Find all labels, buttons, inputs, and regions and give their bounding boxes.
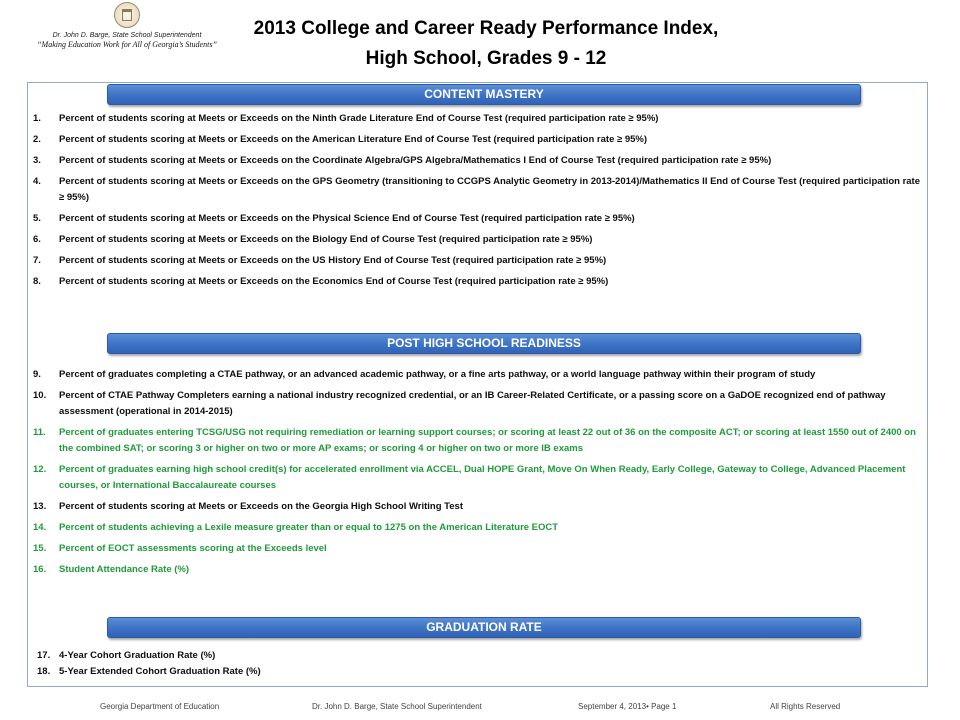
item-number: 7. bbox=[33, 255, 41, 266]
list-item bbox=[37, 648, 927, 664]
graduation-rate-list bbox=[37, 648, 927, 680]
item-text: Percent of students scoring at Meets or Exceeds on the Georgia High School Writing Test bbox=[59, 501, 463, 512]
list-item bbox=[33, 541, 923, 557]
footer-rights: All Rights Reserved bbox=[770, 702, 841, 711]
list-item bbox=[33, 132, 923, 148]
item-text: Percent of students scoring at Meets or Exceeds on the Coordinate Algebra/GPS Algebra/Mathematics I End of Course Test (required participation rate ≥ 95%) bbox=[59, 155, 772, 166]
list-item bbox=[33, 253, 923, 269]
item-text: Percent of graduates completing a CTAE pathway, or an advanced academic pathway, or a fine arts pathway, or a world language pathway within their program of study bbox=[59, 369, 816, 380]
list-item bbox=[33, 153, 923, 169]
item-text: Percent of students scoring at Meets or Exceeds on the US History End of Course Test (required participation rate ≥ 95%) bbox=[59, 255, 607, 266]
item-number: 12. bbox=[33, 464, 47, 475]
list-item bbox=[33, 462, 923, 494]
item-number: 16. bbox=[33, 564, 47, 575]
footer-department: Georgia Department of Education bbox=[100, 702, 220, 711]
item-text: Student Attendance Rate (%) bbox=[59, 564, 190, 575]
item-text: Percent of graduates earning high school credit(s) for accelerated enrollment via ACCEL, Dual HOPE Grant, Move On When Ready, Early College, Gateway to College, Advanced Placement courses, or International Baccalaureate courses bbox=[59, 464, 906, 491]
motto: “Making Education Work for All of Georgia’s Students” bbox=[37, 40, 217, 49]
item-text: 5-Year Extended Cohort Graduation Rate (%) bbox=[59, 666, 261, 677]
list-item bbox=[33, 520, 923, 536]
item-number: 10. bbox=[33, 390, 47, 401]
list-item bbox=[33, 174, 923, 206]
graduation-rate-heading: GRADUATION RATE bbox=[107, 617, 861, 638]
item-text: Percent of students scoring at Meets or Exceeds on the Physical Science End of Course Test (required participation rate ≥ 95%) bbox=[59, 213, 635, 224]
page-title-line-2: High School, Grades 9 - 12 bbox=[365, 48, 607, 69]
page-title bbox=[236, 14, 736, 74]
item-number: 15. bbox=[33, 543, 47, 554]
list-item bbox=[33, 211, 923, 227]
item-number: 17. bbox=[37, 650, 51, 661]
list-item bbox=[33, 232, 923, 248]
list-item bbox=[33, 367, 923, 383]
item-number: 9. bbox=[33, 369, 41, 380]
item-text: Percent of CTAE Pathway Completers earning a national industry recognized credential, or an IB Career-Related Certificate, or a passing score on a GaDOE recognized end of pathway assessment (operational in 2014-2015) bbox=[59, 390, 886, 417]
post-high-school-heading: POST HIGH SCHOOL READINESS bbox=[107, 333, 861, 354]
content-mastery-list bbox=[33, 111, 923, 295]
item-text: Percent of students scoring at Meets or Exceeds on the GPS Geometry (transitioning to CCGPS Analytic Geometry in 2013-2014)/Mathematics II End of Course Test (required participation rate ≥ 95%) bbox=[59, 176, 921, 203]
list-item bbox=[33, 274, 923, 290]
item-text: Percent of students scoring at Meets or Exceeds on the American Literature End of Course Test (required participation rate ≥ 95%) bbox=[59, 134, 648, 145]
page-title-line-1: 2013 College and Career Ready Performance Index, bbox=[253, 18, 719, 39]
footer-date-page: September 4, 2013• Page 1 bbox=[578, 702, 677, 711]
item-number: 4. bbox=[33, 176, 41, 187]
content-mastery-heading: CONTENT MASTERY bbox=[107, 84, 861, 105]
list-item bbox=[33, 425, 923, 457]
item-number: 13. bbox=[33, 501, 47, 512]
georgia-doe-seal-icon bbox=[114, 2, 140, 28]
item-number: 8. bbox=[33, 276, 41, 287]
item-number: 11. bbox=[33, 427, 46, 438]
item-text: Percent of students achieving a Lexile measure greater than or equal to 1275 on the American Literature EOCT bbox=[59, 522, 559, 533]
item-text: Percent of students scoring at Meets or Exceeds on the Ninth Grade Literature End of Course Test (required participation rate ≥ 95%) bbox=[59, 113, 659, 124]
list-item bbox=[37, 664, 927, 680]
item-number: 2. bbox=[33, 134, 41, 145]
post-high-school-list bbox=[33, 367, 923, 583]
item-number: 3. bbox=[33, 155, 41, 166]
item-number: 1. bbox=[33, 113, 41, 124]
item-text: Percent of EOCT assessments scoring at the Exceeds level bbox=[59, 543, 327, 554]
item-number: 5. bbox=[33, 213, 41, 224]
list-item bbox=[33, 562, 923, 578]
list-item bbox=[33, 499, 923, 515]
item-number: 18. bbox=[37, 666, 51, 677]
item-number: 6. bbox=[33, 234, 41, 245]
item-number: 14. bbox=[33, 522, 47, 533]
item-text: 4-Year Cohort Graduation Rate (%) bbox=[59, 650, 216, 661]
item-text: Percent of graduates entering TCSG/USG not requiring remediation or learning support courses; or scoring at least 22 out of 36 on the composite ACT; or scoring at least 1550 out of 2400 on the combined SAT; or scoring 3 or higher on two or more AP exams; or scoring 4 or higher on two or more IB exams bbox=[59, 427, 916, 454]
footer-superintendent: Dr. John D. Barge, State School Superintendent bbox=[312, 702, 482, 711]
item-text: Percent of students scoring at Meets or Exceeds on the Economics End of Course Test (required participation rate ≥ 95%) bbox=[59, 276, 609, 287]
superintendent-name: Dr. John D. Barge, State School Superintendent bbox=[52, 32, 202, 39]
list-item bbox=[33, 111, 923, 127]
item-text: Percent of students scoring at Meets or Exceeds on the Biology End of Course Test (required participation rate ≥ 95%) bbox=[59, 234, 593, 245]
list-item bbox=[33, 388, 923, 420]
